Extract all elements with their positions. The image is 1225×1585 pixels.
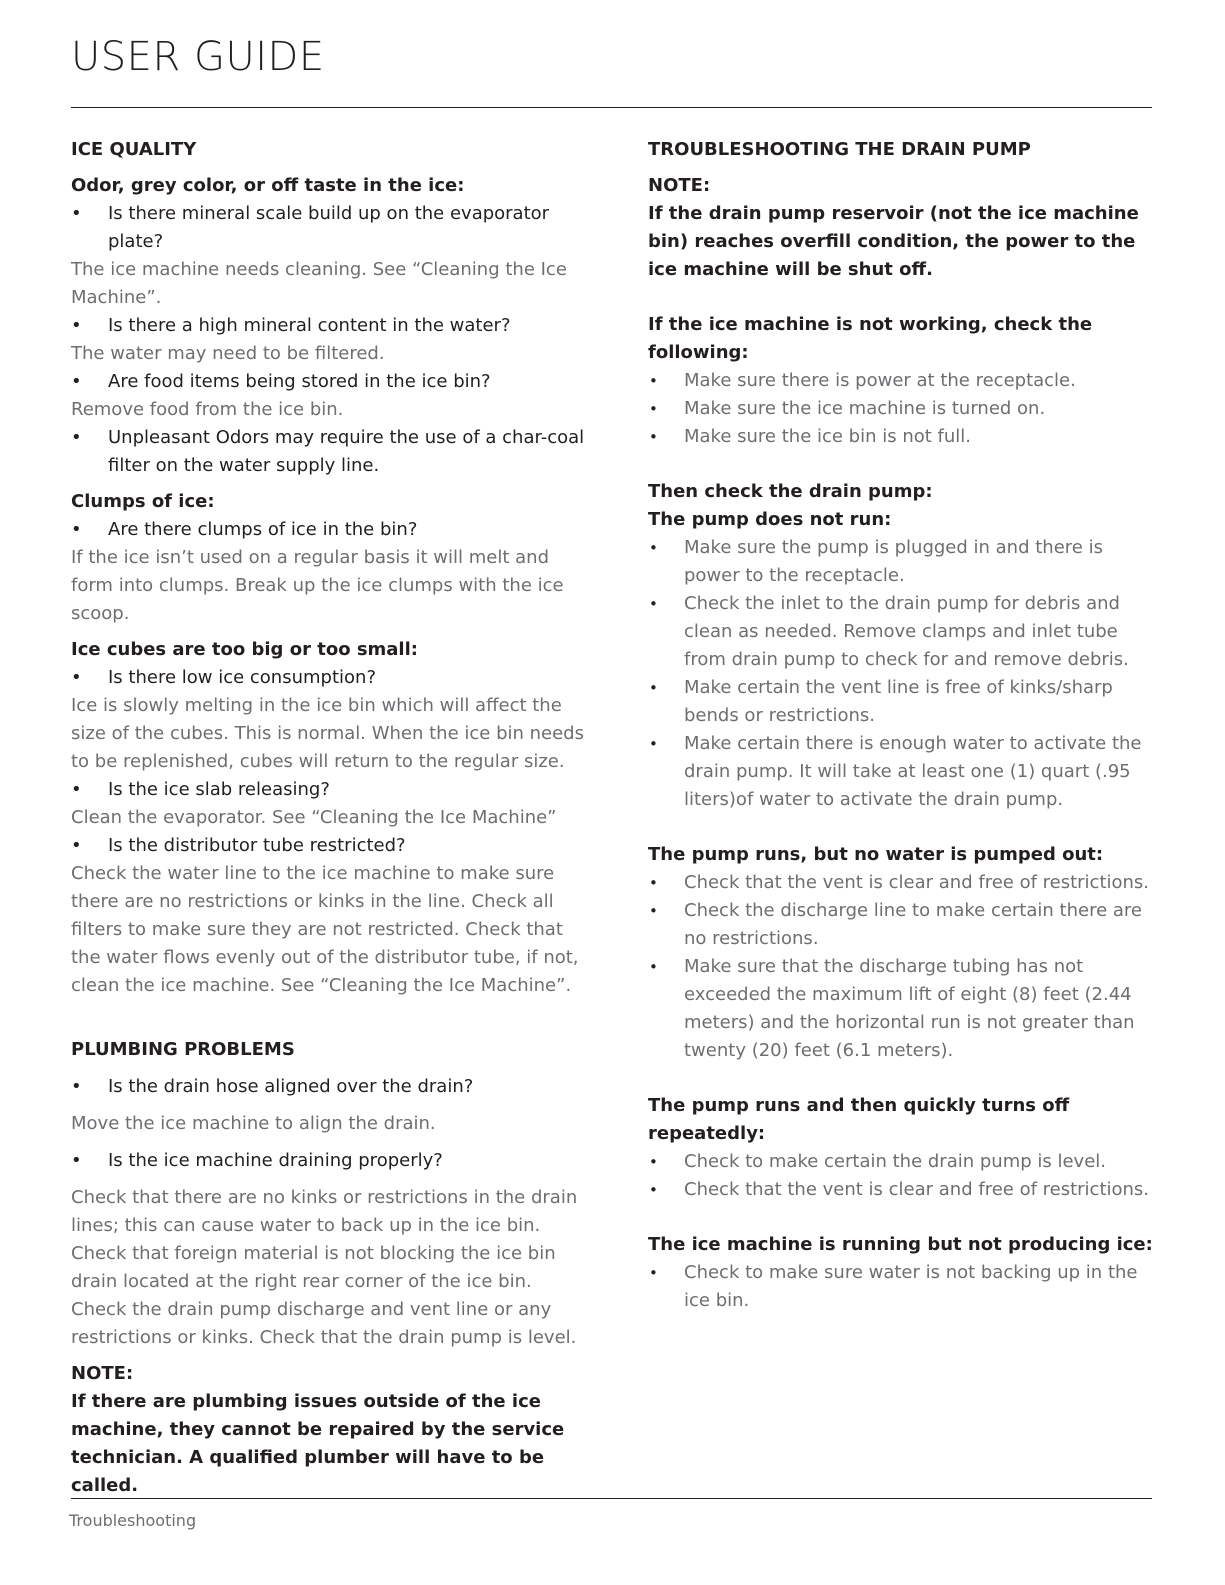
footer-divider (71, 1498, 1152, 1499)
list-item: • Check to make certain the drain pump is level. (648, 1148, 1158, 1176)
footer-section-label: Troubleshooting (69, 1511, 197, 1530)
answer-text: The ice machine needs cleaning. See “Cleaning the Ice Machine”. (71, 259, 567, 308)
header-divider (71, 107, 1152, 108)
subheading-size: Ice cubes are too big or too small: (71, 639, 418, 660)
answer-text: Move the ice machine to align the drain. (71, 1113, 436, 1134)
question-item: • Is the ice slab releasing? (71, 776, 591, 804)
subheading-runs-no-water: The pump runs, but no water is pumped out: (648, 844, 1104, 865)
answer-text: If the ice isn’t used on a regular basis it will melt and form into clumps. Break up the ice clumps with the ice scoop. (71, 547, 564, 624)
list-item: • Make certain the vent line is free of kinks/sharp bends or restrictions. (648, 674, 1158, 730)
subheading-check-pump: Then check the drain pump: (648, 481, 933, 502)
list-item: • Check to make sure water is not backing up in the ice bin. (648, 1259, 1158, 1315)
subheading-not-producing: The ice machine is running but not producing ice: (648, 1234, 1153, 1255)
subheading-does-not-run: The pump does not run: (648, 509, 892, 530)
question-item: • Is there a high mineral content in the water? (71, 312, 591, 340)
answer-text: Check the water line to the ice machine to make sure there are no restrictions or kinks in the line. Check all filters to make sure they are not restricted. Check that the water flows evenly out of the distributor tube, if not, clean the ice machine. See “Cleaning the Ice Machine”. (71, 863, 579, 996)
answer-text: Clean the evaporator. See “Cleaning the Ice Machine” (71, 807, 557, 828)
section-heading-plumbing: PLUMBING PROBLEMS (71, 1039, 295, 1060)
question-item: • Is the drain hose aligned over the drain? (71, 1073, 591, 1101)
question-item: • Is there low ice consumption? (71, 664, 591, 692)
note-text: If the drain pump reservoir (not the ice machine bin) reaches overfill condition, the power to the ice machine will be shut off. (648, 203, 1139, 280)
subheading-runs-turns-off: The pump runs and then quickly turns off repeatedly: (648, 1095, 1070, 1144)
list-item: • Make sure there is power at the receptacle. (648, 367, 1158, 395)
list-item: • Make sure the ice bin is not full. (648, 423, 1158, 451)
list-item: • Check the inlet to the drain pump for debris and clean as needed. Remove clamps and inlet tube from drain pump to check for and remove debris. (648, 590, 1158, 674)
answer-text: Remove food from the ice bin. (71, 399, 344, 420)
subheading-odor: Odor, grey color, or off taste in the ice: (71, 175, 465, 196)
question-item: • Are there clumps of ice in the bin? (71, 516, 591, 544)
answer-text: The water may need to be filtered. (71, 343, 385, 364)
list-item: • Make certain there is enough water to activate the drain pump. It will take at least one (1) quart (.95 liters)of water to activate the drain pump. (648, 730, 1158, 814)
page-title: USER GUIDE (71, 34, 325, 80)
question-item: • Is the ice machine draining properly? (71, 1147, 591, 1175)
question-item: • Is the distributor tube restricted? (71, 832, 591, 860)
right-column (648, 136, 1158, 1315)
answer-text: Check that there are no kinks or restrictions in the drain lines; this can cause water to back up in the ice bin. Check that foreign material is not blocking the ice bin drain located at the right rear corner of the ice bin. Check the drain pump discharge and vent line or any restrictions or kinks. Check that the drain pump is level. (71, 1187, 578, 1348)
list-item: • Make sure that the discharge tubing has not exceeded the maximum lift of eight (8) feet (2.44 meters) and the horizontal run is not greater than twenty (20) feet (6.1 meters). (648, 953, 1158, 1065)
question-item: • Is there mineral scale build up on the evaporator plate? (71, 200, 591, 256)
note-label: NOTE: (648, 175, 711, 196)
list-item: • Make sure the pump is plugged in and there is power to the receptacle. (648, 534, 1158, 590)
question-item: • Are food items being stored in the ice bin? (71, 368, 591, 396)
note-text: If there are plumbing issues outside of the ice machine, they cannot be repaired by the service technician. A qualified plumber will have to be called. (71, 1391, 565, 1496)
note-label: NOTE: (71, 1363, 134, 1384)
left-column (71, 136, 591, 1500)
subheading-not-working: If the ice machine is not working, check the following: (648, 314, 1093, 363)
question-item: • Unpleasant Odors may require the use of a char-coal filter on the water supply line. (71, 424, 591, 480)
section-heading-ice-quality: ICE QUALITY (71, 139, 197, 160)
list-item: • Check that the vent is clear and free of restrictions. (648, 1176, 1158, 1204)
subheading-clumps: Clumps of ice: (71, 491, 215, 512)
list-item: • Check that the vent is clear and free of restrictions. (648, 869, 1158, 897)
list-item: • Make sure the ice machine is turned on. (648, 395, 1158, 423)
list-item: • Check the discharge line to make certain there are no restrictions. (648, 897, 1158, 953)
section-heading-drain-pump: TROUBLESHOOTING THE DRAIN PUMP (648, 139, 1031, 160)
answer-text: Ice is slowly melting in the ice bin which will affect the size of the cubes. This is normal. When the ice bin needs to be replenished, cubes will return to the regular size. (71, 695, 584, 772)
